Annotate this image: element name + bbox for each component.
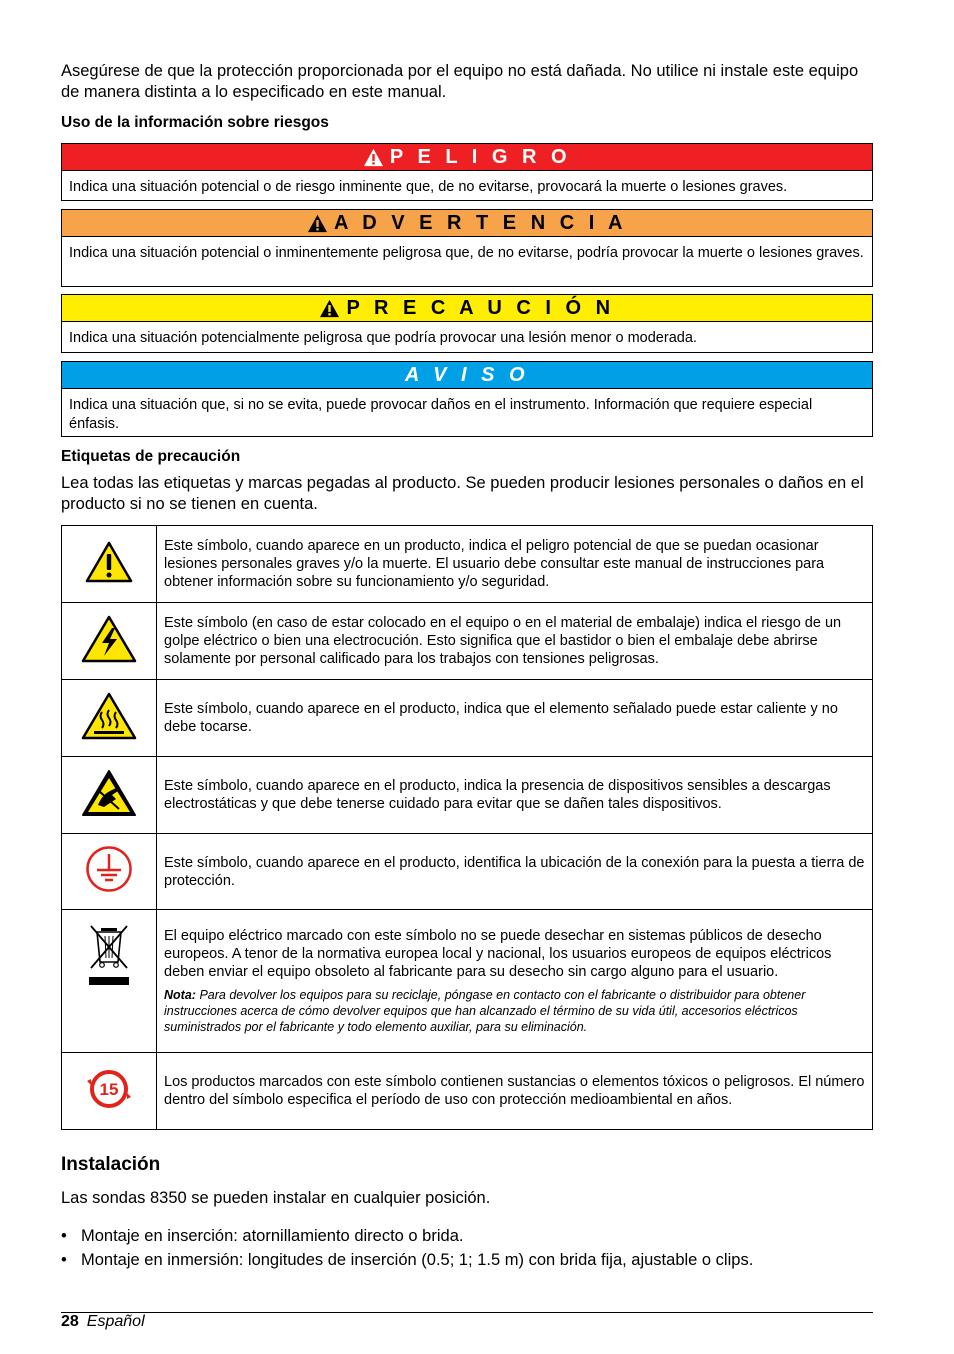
symbol-cell — [62, 834, 157, 910]
hazard-title-notice: A V I S O — [404, 363, 530, 386]
note-label: Nota: — [164, 988, 196, 1002]
install-list — [61, 1224, 873, 1272]
symbol-cell — [62, 910, 157, 1053]
warning-triangle-icon — [363, 148, 384, 167]
table-row — [62, 526, 873, 603]
symbol-text: Este símbolo (en caso de estar colocado en el equipo o en el material de embalaje) indica el riesgo de un golpe eléctrico o bien una electrocución. Esto significa que el bastidor o bien el embalaje debe abrirse solamente por personal calificado para los trabajos con tensiones peligrosas. — [157, 603, 873, 680]
hazard-title-danger: P E L I G R O — [389, 145, 572, 168]
symbol-text: Este símbolo, cuando aparece en el producto, indica la presencia de dispositivos sensibles a descargas electrostáticas y que debe tenerse cuidado para evitar que se dañen tales dispositivos. — [157, 757, 873, 834]
symbol-text: Este símbolo, cuando aparece en un producto, indica el peligro potencial de que se puedan ocasionar lesiones personales graves y/o la muerte. El usuario debe consultar este manual de instrucciones para obtener información sobre su funcionamiento y/o seguridad. — [157, 526, 873, 603]
hazard-text-warning: Indica una situación potencial o inminentemente peligrosa que, de no evitarse, podría provocar la muerte o lesiones graves. — [69, 245, 864, 261]
efup-number: 15 — [99, 1079, 119, 1099]
warning-triangle-icon — [307, 214, 328, 233]
footer-language: Español — [86, 1313, 145, 1330]
symbol-cell — [62, 757, 157, 834]
labels-section-title: Etiquetas de precaución — [61, 448, 241, 465]
symbol-text-cell — [157, 910, 873, 1053]
install-title: Instalación — [61, 1154, 161, 1175]
labels-intro: Lea todas las etiquetas y marcas pegadas al producto. Se pueden producir lesiones personales o daños en el producto si no se tienen en cuenta. — [61, 474, 864, 513]
hazard-box-notice — [61, 361, 873, 437]
symbol-text: Este símbolo, cuando aparece en el producto, indica que el elemento señalado puede estar caliente y no debe tocarse. — [157, 680, 873, 757]
hazard-header-notice — [62, 362, 872, 389]
weee-crossed-bin-icon — [87, 922, 131, 988]
symbols-table — [61, 525, 873, 1130]
intro-paragraph: Asegúrese de que la protección proporcionada por el equipo no está dañada. No utilice ni instale este equipo de manera distinta a lo especificado en este manual. — [61, 62, 859, 101]
symbol-text: Los productos marcados con este símbolo contienen sustancias o elementos tóxicos o peligrosos. El número dentro del símbolo especifica el período de uso con protección medioambiental en años. — [157, 1053, 873, 1130]
hazard-box-warning — [61, 209, 873, 287]
protective-earth-icon — [84, 844, 134, 894]
hazard-header-warning — [62, 210, 872, 237]
hazard-title-warning: A D V E R T E N C I A — [333, 211, 628, 234]
symbol-text: El equipo eléctrico marcado con este símbolo no se puede desechar en sistemas públicos de desecho europeos. A tenor de la normativa europea local y nacional, los usuarios europeos de equipos eléctricos deben enviar el equipo obsoleto al fabricante para su desecho sin cargo alguno para el usuario. — [164, 928, 832, 980]
symbol-cell — [62, 680, 157, 757]
hazard-box-danger — [61, 143, 873, 201]
page-number: 28 — [61, 1313, 79, 1330]
hazard-header-danger — [62, 144, 872, 171]
hazard-header-caution — [62, 295, 872, 322]
symbol-cell — [62, 1053, 157, 1130]
warning-triangle-icon — [319, 299, 340, 318]
list-item: • Montaje en inserción: atornillamiento directo o brida. — [61, 1224, 873, 1248]
hazard-text-notice: Indica una situación que, si no se evita, puede provocar daños en el instrumento. Información que requiere especial énfasis. — [69, 397, 813, 432]
efup-15-years-icon — [85, 1065, 133, 1113]
table-row — [62, 834, 873, 910]
table-row — [62, 757, 873, 834]
symbol-cell — [62, 603, 157, 680]
install-intro: Las sondas 8350 se pueden instalar en cualquier posición. — [61, 1189, 491, 1207]
list-item: • Montaje en inmersión: longitudes de inserción (0.5; 1; 1.5 m) con brida fija, ajustable o clips. — [61, 1248, 873, 1272]
table-row — [62, 603, 873, 680]
hazard-text-danger: Indica una situación potencial o de riesgo inminente que, de no evitarse, provocará la muerte o lesiones graves. — [69, 179, 788, 195]
electrostatic-discharge-icon — [81, 769, 137, 817]
note-text: Para devolver los equipos para su reciclaje, póngase en contacto con el fabricante o distribuidor para obtener instrucciones acerca de cómo devolver equipos que han alcanzado el término de su vida útil, accesorios eléctricos suministrados por el fabricante y todo elemento auxiliar, para su eliminación. — [164, 988, 806, 1034]
general-warning-icon — [85, 541, 133, 583]
table-row — [62, 910, 873, 1053]
table-row — [62, 1053, 873, 1130]
symbol-text: Este símbolo, cuando aparece en el producto, identifica la ubicación de la conexión para la puesta a tierra de protección. — [157, 834, 873, 910]
hot-surface-icon — [81, 692, 137, 740]
hazard-box-caution — [61, 294, 873, 353]
electric-shock-icon — [81, 615, 137, 663]
hazard-text-caution: Indica una situación potencialmente peligrosa que podría provocar una lesión menor o moderada. — [69, 330, 697, 346]
hazard-section-title: Uso de la información sobre riesgos — [61, 114, 329, 131]
table-row — [62, 680, 873, 757]
hazard-title-caution: P R E C A U C I Ó N — [346, 296, 615, 319]
symbol-cell — [62, 526, 157, 603]
weee-note — [164, 987, 865, 1035]
page-footer — [61, 1313, 145, 1331]
footer-rule — [61, 1312, 873, 1313]
